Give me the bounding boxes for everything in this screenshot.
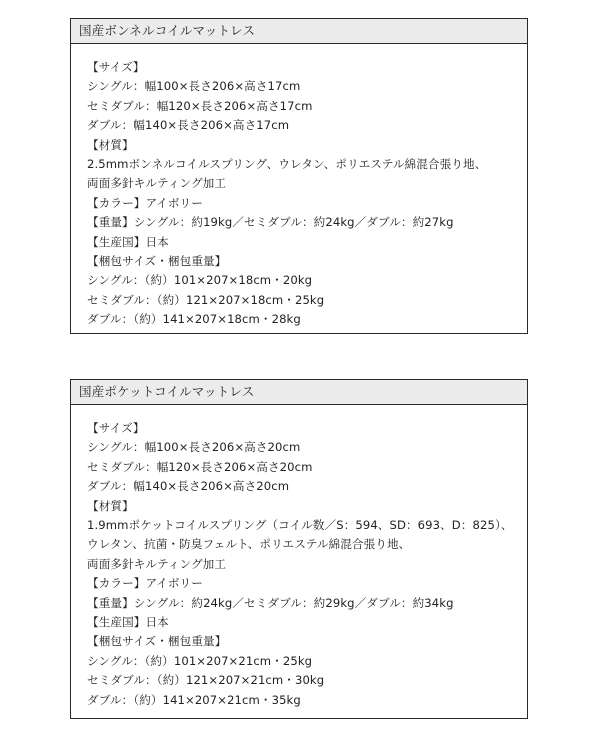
product-title: 国産ボンネルコイルマットレス [71,19,527,44]
spec-line: シングル：幅100×長さ206×高さ20cm [87,440,301,455]
spec-line: 2.5mmボンネルコイルスプリング、ウレタン、ポリエステル綿混合張り地、 [87,157,487,172]
spec-line: 【サイズ】 [87,421,145,435]
spec-line: 【カラー】アイボリー [87,576,203,591]
spec-line: シングル：（約）101×207×21cm・25kg [87,653,313,668]
spec-line: ウレタン、抗菌・防臭フェルト、ポリエステル綿混合張り地、 [87,537,411,552]
spec-line: セミダブル：（約）121×207×21cm・30kg [87,673,325,688]
spec-line: 【生産国】日本 [87,615,169,630]
spec-line: 【梱包サイズ・梱包重量】 [87,254,227,269]
spec-line: シングル：（約）101×207×18cm・20kg [87,273,313,288]
spec-line: 【生産国】日本 [87,234,169,249]
spec-line: 【梱包サイズ・梱包重量】 [87,634,227,649]
spec-line: ダブル：幅140×長さ206×高さ17cm [87,118,290,133]
spec-line: セミダブル：幅120×長さ206×高さ20cm [87,459,313,474]
spec-line: 両面多針キルティング加工 [87,556,227,571]
spec-line: 【重量】シングル：約19kg／セミダブル：約24kg／ダブル：約27kg [87,215,454,230]
spec-line: 1.9mmポケットコイルスプリング（コイル数／S：594、SD：693、D：825）、 [87,518,513,533]
spec-line: 【カラー】アイボリー [87,195,203,210]
spec-line: ダブル：（約）141×207×21cm・35kg [87,692,301,707]
spec-line: シングル：幅100×長さ206×高さ17cm [87,79,301,94]
spec-list [71,405,527,710]
spec-line: 【重量】シングル：約24kg／セミダブル：約29kg／ダブル：約34kg [87,595,454,610]
spec-line: ダブル：（約）141×207×18cm・28kg [87,312,301,327]
spec-line: セミダブル：幅120×長さ206×高さ17cm [87,98,313,113]
spec-list [71,44,527,330]
spec-line: ダブル：幅140×長さ206×高さ20cm [87,479,290,494]
spec-line: 両面多針キルティング加工 [87,176,227,191]
spec-line: 【サイズ】 [87,60,145,74]
spec-line: 【材質】 [87,498,134,513]
product-spec-box-bonnell [70,18,528,334]
spec-line: 【材質】 [87,137,134,152]
spec-line: セミダブル：（約）121×207×18cm・25kg [87,292,325,307]
product-spec-box-pocket [70,379,528,719]
product-title: 国産ポケットコイルマットレス [71,380,527,405]
